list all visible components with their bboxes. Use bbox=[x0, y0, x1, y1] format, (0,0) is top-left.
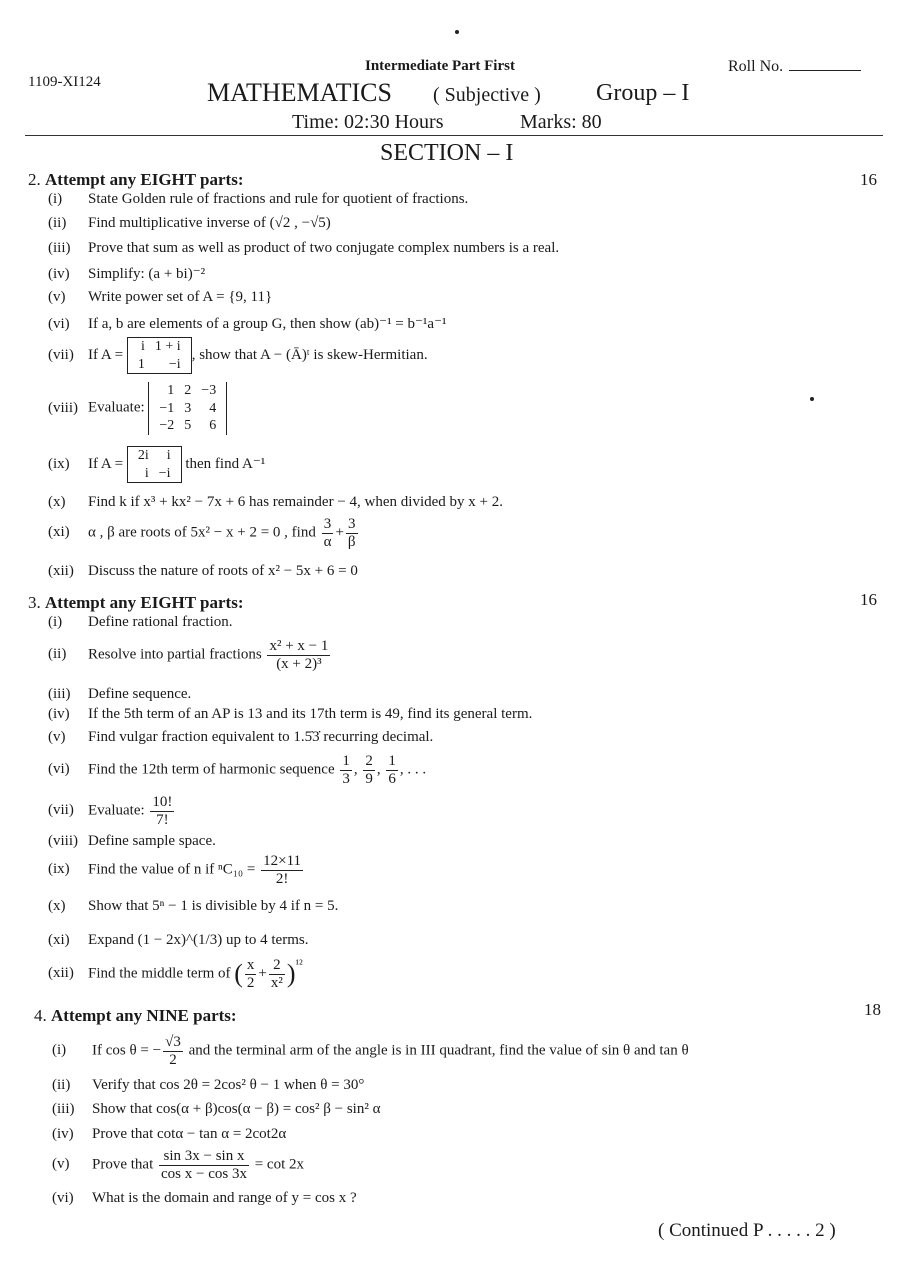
q2-marks: 16 bbox=[860, 170, 877, 189]
roll-no bbox=[728, 58, 861, 76]
q4-heading bbox=[34, 1006, 237, 1026]
q4-part: (iv) Prove that cotα − tan α = 2cot2α bbox=[52, 1126, 287, 1142]
q4-number: 4. bbox=[34, 1006, 47, 1025]
q4-marks: 18 bbox=[864, 1000, 881, 1019]
q4-title: Attempt any NINE parts: bbox=[51, 1006, 237, 1025]
paper-code: 1109-XI124 bbox=[28, 74, 101, 90]
group-label: Group – I bbox=[596, 80, 690, 106]
q2-part: (xii) Discuss the nature of roots of x² − 5x + 6 = 0 bbox=[48, 563, 358, 579]
continued-note: ( Continued P . . . . . 2 ) bbox=[658, 1220, 836, 1241]
q2-part: (ii) Find multiplicative inverse of (√2 , −√5) bbox=[48, 215, 331, 231]
q3-part: (v) Find vulgar fraction equivalent to 1.5̇3̇ recurring decimal. bbox=[48, 729, 434, 745]
determinant: 1 2 −3 −1 3 4 −2 5 6 bbox=[148, 382, 227, 435]
q3-part: (i) Define rational fraction. bbox=[48, 614, 233, 630]
header-divider bbox=[25, 135, 883, 136]
q4-part: (ii) Verify that cos 2θ = 2cos² θ − 1 when θ = 30° bbox=[52, 1077, 365, 1093]
q3-part: (vi) Find the 12th term of harmonic sequence $\frac{1}{3}$ , $\frac{2}{9}$ , $\frac{1}{6}$ , . . . bbox=[48, 753, 427, 787]
q3-marks: 16 bbox=[860, 590, 877, 609]
time-label: Time: 02:30 Hours bbox=[292, 111, 444, 133]
q3-part: (ix) Find the value of n if ⁿC₁₀ = $\frac{12\times 11}{2!}$ bbox=[48, 853, 302, 887]
matrix: i 1 + i 1 −i bbox=[127, 337, 192, 374]
q2-part: (vii) If A = i 1 + i 1 −i , show that A − (Ā)ᵗ is skew-Hermitian. bbox=[48, 337, 428, 374]
q3-part: (iii) Define sequence. bbox=[48, 686, 192, 702]
q3-part: (xii) Find the middle term of ( $\frac{x}{2}$ + $\frac{2}{\text{x²}}$ )$^{^{12}}$ bbox=[48, 957, 303, 991]
q2-part: (iv) Simplify: (a + bi)⁻² bbox=[48, 266, 206, 282]
q2-heading bbox=[28, 170, 244, 190]
q2-part: (x) Find k if x³ + kx² − 7x + 6 has remainder − 4, when divided by x + 2. bbox=[48, 494, 503, 510]
q2-number: 2. bbox=[28, 170, 41, 189]
q4-part: (iii) Show that cos(α + β)cos(α − β) = cos² β − sin² α bbox=[52, 1101, 381, 1117]
paper-title: Intermediate Part First bbox=[365, 58, 515, 74]
subject-type: ( Subjective ) bbox=[433, 84, 541, 106]
q3-part: (ii) Resolve into partial fractions $\frac{\text{x² + x − 1}}{\text{(x + 2)³}}$ bbox=[48, 638, 329, 672]
q4-part: (vi) What is the domain and range of y = cos x ? bbox=[52, 1190, 357, 1206]
matrix: 2i i i −i bbox=[127, 446, 182, 483]
subject-title: MATHEMATICS bbox=[207, 78, 392, 107]
q2-part: (xi) α , β are roots of 5x² − x + 2 = 0 , find $\frac{3}{\alpha}$ + $\frac{3}{\beta}$ bbox=[48, 516, 356, 550]
q4-part: (i) If cos θ = − $\frac{√3}{2}$ and the terminal arm of the angle is in III quadrant, find the value of sin θ and tan θ bbox=[52, 1034, 689, 1068]
marks-label: Marks: 80 bbox=[520, 111, 602, 133]
q3-part: (x) Show that 5ⁿ − 1 is divisible by 4 if n = 5. bbox=[48, 898, 339, 914]
q2-part: (v) Write power set of A = {9, 11} bbox=[48, 289, 273, 305]
section-title: SECTION – I bbox=[380, 140, 514, 166]
q2-part: (viii) Evaluate: 1 2 −3 −1 3 4 −2 5 6 bbox=[48, 382, 227, 435]
q3-part: (iv) If the 5th term of an AP is 13 and its 17th term is 49, find its general term. bbox=[48, 706, 533, 722]
roll-no-label: Roll No. bbox=[728, 58, 784, 75]
scan-speck bbox=[455, 30, 459, 34]
q2-part: (vi) If a, b are elements of a group G, then show (ab)⁻¹ = b⁻¹a⁻¹ bbox=[48, 316, 447, 332]
q3-heading bbox=[28, 593, 244, 613]
q3-part: (xi) Expand (1 − 2x)^(1/3) up to 4 terms. bbox=[48, 932, 309, 948]
q3-part: (vii) Evaluate: $\frac{10!}{7!}$ bbox=[48, 794, 173, 828]
q3-number: 3. bbox=[28, 593, 41, 612]
roll-no-blank bbox=[789, 58, 861, 71]
q2-part: (i) State Golden rule of fractions and rule for quotient of fractions. bbox=[48, 191, 469, 207]
q2-part: (ix) If A = 2i i i −i then find A⁻¹ bbox=[48, 446, 265, 483]
q3-title: Attempt any EIGHT parts: bbox=[45, 593, 244, 612]
scan-speck bbox=[810, 397, 814, 401]
q2-title: Attempt any EIGHT parts: bbox=[45, 170, 244, 189]
q2-part: (iii) Prove that sum as well as product of two conjugate complex numbers is a real. bbox=[48, 240, 560, 256]
q3-part: (viii) Define sample space. bbox=[48, 833, 216, 849]
q4-part: (v) Prove that $\frac{\text{sin 3x − sin x}}{\text{cos x − cos 3x}}$ = cot 2x bbox=[52, 1148, 304, 1182]
